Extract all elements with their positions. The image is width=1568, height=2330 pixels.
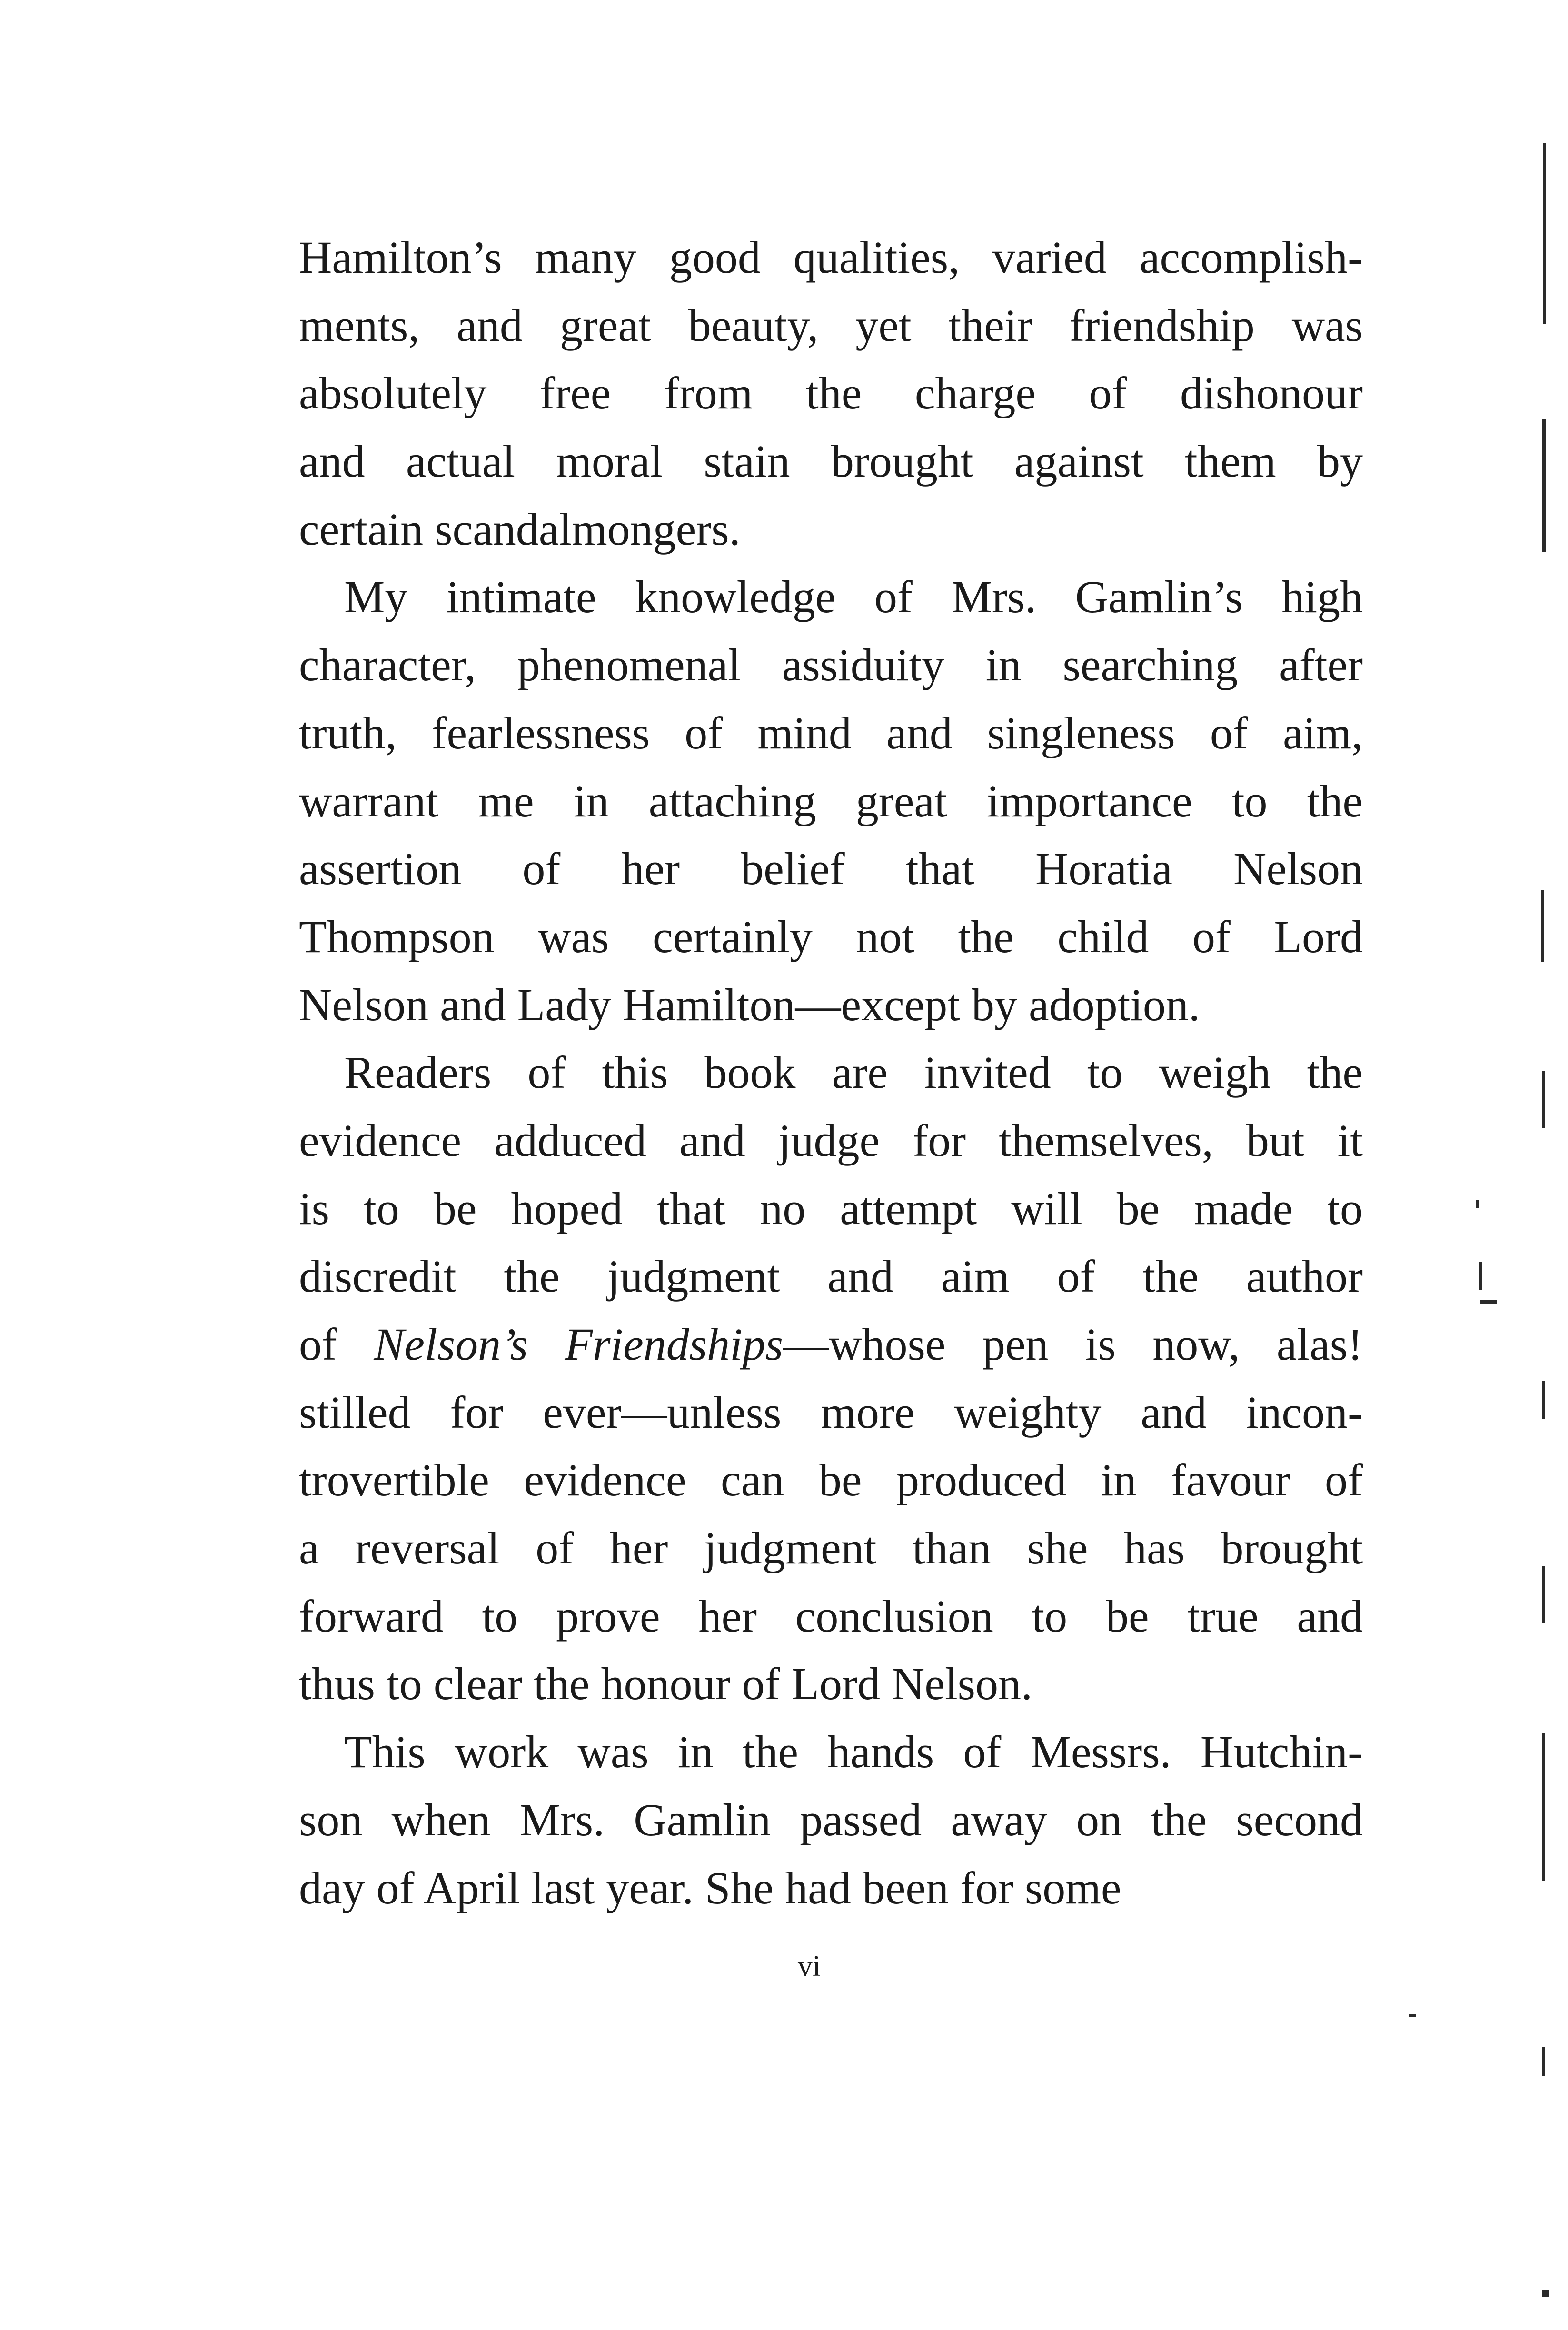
text-line: ments, and great beauty, yet their friendship was xyxy=(299,299,1363,351)
scan-edge-mark xyxy=(1541,890,1544,962)
text-line: Hamilton’s many good qualities, varied accomplish- xyxy=(299,232,1363,283)
scan-edge-mark xyxy=(1543,143,1546,324)
scan-edge-mark xyxy=(1542,1566,1545,1623)
text-line: assertion of her belief that Horatia Nelson xyxy=(299,843,1363,895)
text-line: of Nelson’s Friendships—whose pen is now, alas! xyxy=(299,1319,1363,1370)
page-number: vi xyxy=(797,1950,821,1982)
scan-edge-mark xyxy=(1480,1300,1497,1304)
text-line: character, phenomenal assiduity in searching after xyxy=(299,639,1363,691)
text-line: discredit the judgment and aim of the author xyxy=(299,1251,1363,1302)
text-line: stilled for ever—unless more weighty and incon- xyxy=(299,1386,1363,1438)
text-line: and actual moral stain brought against them by xyxy=(299,436,1363,487)
body-text xyxy=(299,224,1363,1922)
text-line: My intimate knowledge of Mrs. Gamlin’s high xyxy=(344,571,1363,623)
text-line: Readers of this book are invited to weigh the xyxy=(344,1047,1363,1098)
scan-edge-mark xyxy=(1542,1733,1545,1881)
text-line: forward to prove her conclusion to be true and xyxy=(299,1590,1363,1642)
scan-edge-mark xyxy=(1542,1071,1545,1128)
text-line: is to be hoped that no attempt will be made to xyxy=(299,1183,1363,1234)
text-line: absolutely free from the charge of dishonour xyxy=(299,368,1363,419)
scan-edge-mark xyxy=(1542,2290,1549,2297)
scan-edge-mark xyxy=(1542,1381,1545,1419)
scan-edge-mark xyxy=(1476,1200,1479,1208)
text-line: thus to clear the honour of Lord Nelson. xyxy=(299,1658,1032,1710)
text-line: evidence adduced and judge for themselves, but it xyxy=(299,1115,1363,1166)
text-line: day of April last year. She had been for some xyxy=(299,1862,1121,1913)
text-line: a reversal of her judgment than she has brought xyxy=(299,1523,1363,1574)
book-title: Nelson’s Friendships xyxy=(374,1319,784,1370)
scan-edge-mark xyxy=(1542,419,1546,552)
text-line: trovertible evidence can be produced in favour of xyxy=(299,1454,1363,1506)
scan-edge-mark xyxy=(1542,2047,1545,2076)
text-line: Nelson and Lady Hamilton—except by adoption. xyxy=(299,979,1200,1030)
text-line: certain scandalmongers. xyxy=(299,503,741,555)
text-line: truth, fearlessness of mind and singleness of aim, xyxy=(299,707,1363,758)
text-line: Thompson was certainly not the child of Lord xyxy=(299,911,1363,962)
text-line: This work was in the hands of Messrs. Hutchin- xyxy=(344,1726,1363,1778)
scan-edge-mark xyxy=(1479,1262,1482,1290)
text-line: warrant me in attaching great importance to the xyxy=(299,775,1363,826)
scan-edge-mark xyxy=(1409,2014,1416,2017)
text-line: son when Mrs. Gamlin passed away on the second xyxy=(299,1794,1363,1845)
